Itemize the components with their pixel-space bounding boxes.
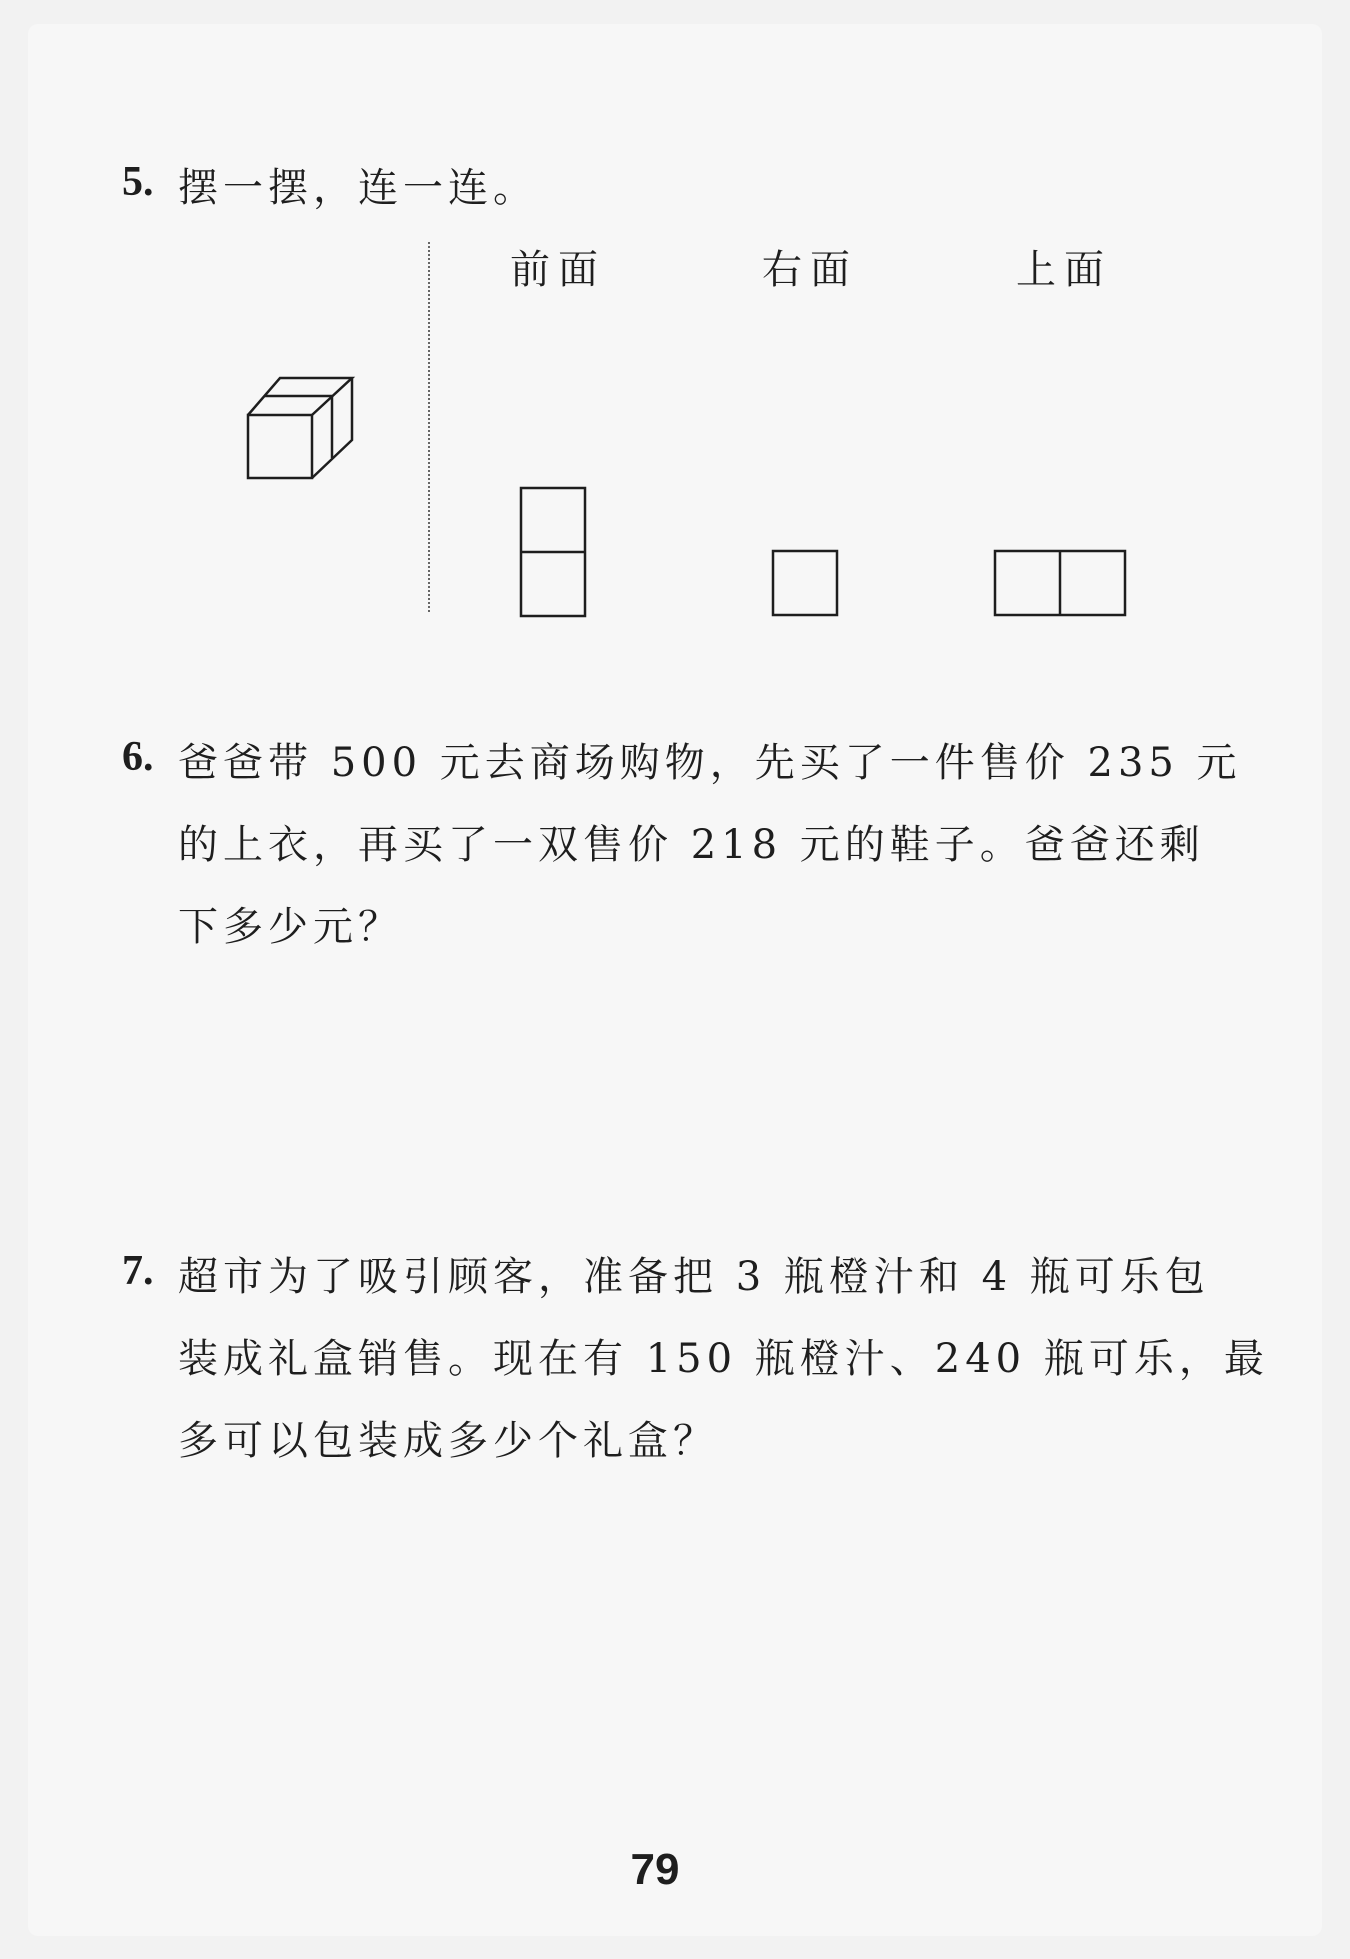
question-text-line: 的上衣，再买了一双售价 218 元的鞋子。爸爸还剩 — [178, 822, 1205, 868]
question-text-line: 多可以包装成多少个礼盒？ — [178, 1418, 718, 1464]
question-text-line: 爸爸带 500 元去商场购物，先买了一件售价 235 元 — [178, 740, 1242, 786]
view-shape-horizontal-two-squares — [993, 549, 1127, 617]
view-shape-vertical-two-squares — [519, 486, 587, 618]
cube-arrangement-figure — [240, 370, 360, 490]
worksheet-page — [28, 24, 1322, 1936]
page-number: 79 — [630, 1845, 680, 1894]
question-number: 5. — [122, 159, 154, 205]
view-label-top: 上面 — [1016, 247, 1112, 293]
view-label-front: 前面 — [510, 247, 606, 293]
question-number: 6. — [122, 734, 154, 780]
question-text-line: 下多少元？ — [178, 904, 403, 950]
view-label-right: 右面 — [762, 247, 858, 293]
question-text-line: 超市为了吸引顾客，准备把 3 瓶橙汁和 4 瓶可乐包 — [178, 1254, 1210, 1300]
dotted-divider — [428, 242, 430, 612]
question-text-line: 装成礼盒销售。现在有 150 瓶橙汁、240 瓶可乐，最 — [178, 1336, 1269, 1382]
view-shape-single-square — [771, 549, 839, 617]
question-text: 摆一摆，连一连。 — [178, 165, 538, 211]
question-number: 7. — [122, 1248, 154, 1294]
